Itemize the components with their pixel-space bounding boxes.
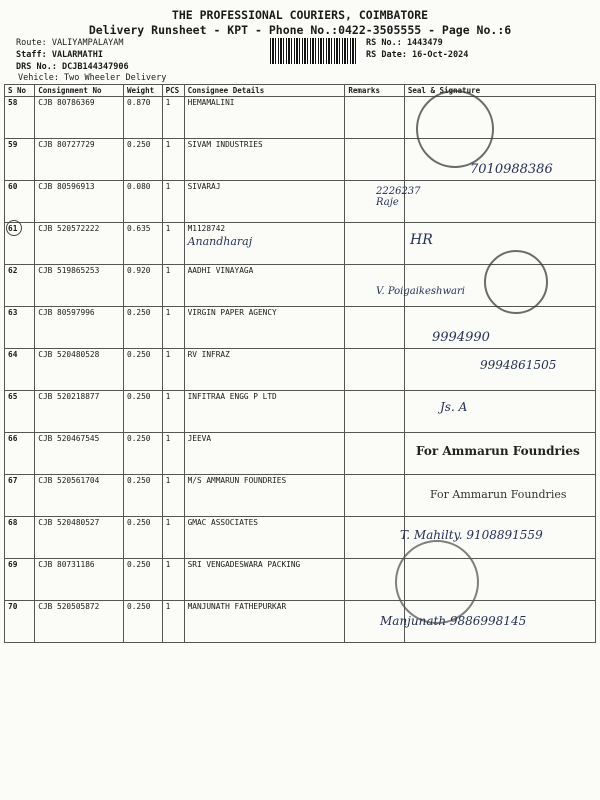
pcs-cell: 1 — [162, 559, 184, 601]
consignment-cell: CJB 519865253 — [35, 265, 124, 307]
consignment-cell: CJB 80727729 — [35, 139, 124, 181]
sno-cell: 69 — [5, 559, 35, 601]
consignee-cell: GMAC ASSOCIATES — [184, 517, 345, 559]
col-sno: S No — [5, 85, 35, 97]
col-seal-signature: Seal & Signature — [404, 85, 595, 97]
col-consignee: Consignee Details — [184, 85, 345, 97]
weight-cell: 0.920 — [124, 265, 163, 307]
sno-cell: 61 — [5, 223, 35, 265]
consignee-cell: RV INFRAZ — [184, 349, 345, 391]
remarks-cell — [345, 475, 405, 517]
consignee-cell: VIRGIN PAPER AGENCY — [184, 307, 345, 349]
consignee-cell: HEMAMALINI — [184, 97, 345, 139]
pcs-cell: 1 — [162, 349, 184, 391]
consignee-name: M1128742 — [187, 224, 226, 233]
signature-61: HR — [410, 232, 433, 248]
pcs-cell: 1 — [162, 517, 184, 559]
consignee-cell — [184, 223, 345, 265]
company-seal-stamp — [416, 90, 494, 168]
signature-65: Js. A — [440, 400, 468, 414]
col-consignment: Consignment No — [35, 85, 124, 97]
sno-cell: 60 — [5, 181, 35, 223]
weight-cell: 0.250 — [124, 349, 163, 391]
table-row — [5, 97, 596, 139]
pcs-cell: 1 — [162, 181, 184, 223]
pcs-cell: 1 — [162, 265, 184, 307]
remarks-cell — [345, 517, 405, 559]
sno-cell: 64 — [5, 349, 35, 391]
remarks-cell — [345, 223, 405, 265]
sno-cell: 67 — [5, 475, 35, 517]
remarks-cell — [345, 349, 405, 391]
signature-59: 7010988386 — [470, 162, 553, 177]
pcs-cell: 1 — [162, 97, 184, 139]
pcs-cell: 1 — [162, 307, 184, 349]
consignment-cell: CJB 80731186 — [35, 559, 124, 601]
rs-number: RS No.: 1443479 — [366, 38, 443, 48]
consignment-cell: CJB 520505872 — [35, 601, 124, 643]
weight-cell: 0.250 — [124, 139, 163, 181]
handwritten-receiver: Anandharaj — [187, 235, 253, 248]
table-row — [5, 391, 596, 433]
remarks-cell — [345, 433, 405, 475]
weight-cell: 0.250 — [124, 517, 163, 559]
weight-cell: 0.635 — [124, 223, 163, 265]
drs-label: DRS No.: DCJB144347906 — [16, 62, 129, 72]
weight-cell: 0.250 — [124, 433, 163, 475]
sno-cell: 65 — [5, 391, 35, 433]
signature-60: 2226237 Raje — [376, 186, 421, 208]
col-weight: Weight — [124, 85, 163, 97]
sno-cell: 59 — [5, 139, 35, 181]
staff-label: Staff: VALARMATHI — [16, 50, 103, 60]
remarks-cell — [345, 139, 405, 181]
weight-cell: 0.870 — [124, 97, 163, 139]
vengadeswara-seal-stamp — [395, 540, 479, 624]
pcs-cell: 1 — [162, 139, 184, 181]
consignee-cell: MANJUNATH FATHEPURKAR — [184, 601, 345, 643]
consignment-cell: CJB 520572222 — [35, 223, 124, 265]
consignment-cell: CJB 80596913 — [35, 181, 124, 223]
consignee-cell: SRI VENGADESWARA PACKING — [184, 559, 345, 601]
consignee-cell: AADHI VINAYAGA — [184, 265, 345, 307]
sno-cell: 70 — [5, 601, 35, 643]
signature-68: T. Mahilty. 9108891559 — [400, 528, 543, 542]
consignee-cell: JEEVA — [184, 433, 345, 475]
signature-66: For Ammarun Foundries — [416, 444, 580, 458]
pcs-cell: 1 — [162, 475, 184, 517]
table-row — [5, 559, 596, 601]
consignee-cell: SIVAM INDUSTRIES — [184, 139, 345, 181]
weight-cell: 0.250 — [124, 601, 163, 643]
remarks-cell — [345, 307, 405, 349]
runsheet-subtitle: Delivery Runsheet - KPT - Phone No.:0422-3505555 - Page No.:6 — [88, 23, 512, 37]
weight-cell: 0.250 — [124, 559, 163, 601]
weight-cell: 0.250 — [124, 307, 163, 349]
row-61-circle-mark — [6, 220, 22, 236]
signature-70: Manjunath 9886998145 — [380, 614, 527, 628]
consignment-cell: CJB 520561704 — [35, 475, 124, 517]
sno-cell: 68 — [5, 517, 35, 559]
aadhi-vinayaga-seal-stamp — [484, 250, 548, 314]
signature-cell — [404, 391, 595, 433]
consignee-cell: M/S AMMARUN FOUNDRIES — [184, 475, 345, 517]
weight-cell: 0.250 — [124, 391, 163, 433]
sno-cell: 58 — [5, 97, 35, 139]
sno-cell: 66 — [5, 433, 35, 475]
consignment-cell: CJB 80597996 — [35, 307, 124, 349]
consignment-cell: CJB 520480527 — [35, 517, 124, 559]
remarks-cell — [345, 97, 405, 139]
signature-62: V. Poigaikeshwari — [376, 286, 465, 297]
consignment-cell: CJB 520218877 — [35, 391, 124, 433]
pcs-cell: 1 — [162, 223, 184, 265]
consignment-cell: CJB 80786369 — [35, 97, 124, 139]
signature-67: For Ammarun Foundries — [430, 488, 567, 501]
consignee-cell: SIVARAJ — [184, 181, 345, 223]
consignment-cell: CJB 520467545 — [35, 433, 124, 475]
pcs-cell: 1 — [162, 433, 184, 475]
col-pcs: PCS — [162, 85, 184, 97]
col-remarks: Remarks — [345, 85, 405, 97]
table-row — [5, 181, 596, 223]
sno-cell: 62 — [5, 265, 35, 307]
weight-cell: 0.250 — [124, 475, 163, 517]
pcs-cell: 1 — [162, 391, 184, 433]
table-header-row — [5, 85, 596, 97]
signature-64: 9994861505 — [480, 358, 557, 372]
vehicle-label: Vehicle: Two Wheeler Delivery — [18, 73, 167, 83]
pcs-cell: 1 — [162, 601, 184, 643]
company-title: THE PROFESSIONAL COURIERS, COIMBATORE — [171, 8, 429, 22]
route-label: Route: VALIYAMPALAYAM — [16, 38, 124, 48]
rs-date: RS Date: 16-Oct-2024 — [366, 50, 469, 60]
sno-cell: 63 — [5, 307, 35, 349]
consignee-cell: INFITRAA ENGG P LTD — [184, 391, 345, 433]
weight-cell: 0.080 — [124, 181, 163, 223]
signature-63: 9994990 — [432, 330, 490, 345]
consignment-cell: CJB 520480528 — [35, 349, 124, 391]
barcode — [270, 38, 358, 64]
remarks-cell — [345, 391, 405, 433]
